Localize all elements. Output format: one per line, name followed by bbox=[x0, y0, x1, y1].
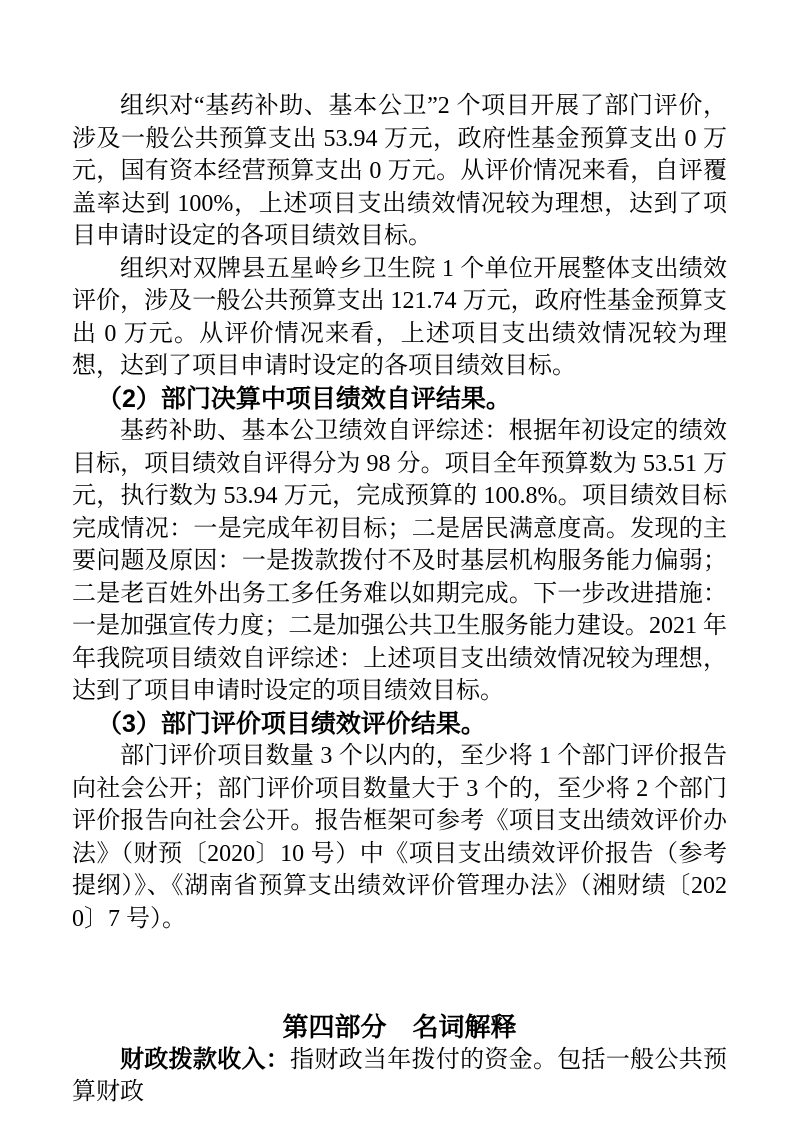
paragraph-self-evaluation-summary: 基药补助、基本公卫绩效自评综述：根据年初设定的绩效目标，项目绩效自评得分为 98 分。项目全年预算数为 53.51 万元，执行数为 53.94 万元，完成预算的 100.8%。项目绩效目标完成情况：一是完成年初目标；二是居民满意度高。发现的主要问题及原因：一是拨款拨付不及时基层机构服务能力偏弱；二是老百姓外出务工多任务难以如期完成。下一步改进措施：一是加强宣传力度；二是加强公共卫生服务能力建设。2021 年年我院项目绩效自评综述：上述项目支出绩效情况较为理想，达到了项目申请时设定的项目绩效目标。 bbox=[72, 418, 727, 704]
part-four-title: 第四部分 名词解释 bbox=[282, 1012, 517, 1042]
paragraph-term-definition bbox=[72, 1044, 727, 1109]
heading-dept-evaluation-results: （3）部门评价项目绩效评价结果。 bbox=[97, 709, 486, 738]
term-definition-text: 指财政当年拨付的资金。包括一般公共预算财政 bbox=[72, 1046, 728, 1105]
paragraph-dept-project-evaluation: 组织对“基药补助、基本公卫”2 个项目开展了部门评价，涉及一般公共预算支出 53.94 万元，政府性基金预算支出 0 万元，国有资本经营预算支出 0 万元。从评价情况来看，自评覆盖率达到 100%，上述项目支出绩效情况较为理想，达到了项目申请时设定的各项目绩效目标。 bbox=[72, 93, 727, 249]
term-name: 财政拨款收入： bbox=[120, 1045, 291, 1073]
paragraph-unit-overall-evaluation: 组织对双牌县五星岭乡卫生院 1 个单位开展整体支出绩效评价，涉及一般公共预算支出 121.74 万元，政府性基金预算支出 0 万元。从评价情况来看，上述项目支出绩效情况较为理想，达到了项目申请时设定的各项目绩效目标。 bbox=[72, 255, 727, 379]
heading-project-self-evaluation-results: （2）部门决算中项目绩效自评结果。 bbox=[97, 384, 511, 413]
paragraph-report-disclosure: 部门评价项目数量 3 个以内的，至少将 1 个部门评价报告向社会公开；部门评价项目数量大于 3 个的，至少将 2 个部门评价报告向社会公开。报告框架可参考《项目支出绩效评价办法》（财预〔2020〕10 号）中《项目支出绩效评价报告（参考提纲）》、《湖南省预算支出绩效评价管理办法》（湘财绩〔2020〕7 号）。 bbox=[72, 743, 727, 932]
